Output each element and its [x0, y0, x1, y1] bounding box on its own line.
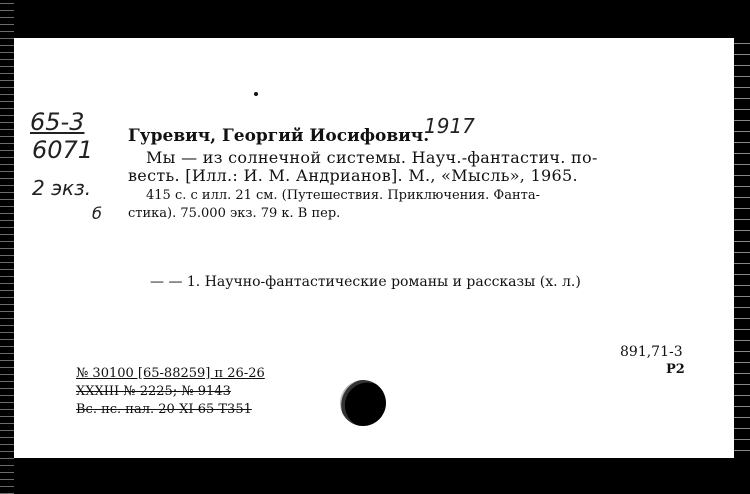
call-number-top: 65-3: [30, 108, 85, 136]
footer-line-2: XXXIII № 2225; № 9143: [76, 384, 231, 399]
author-birth-year: 1917: [424, 114, 475, 138]
footer-line-1: № 30100 [65-88259] п 26-26: [76, 366, 265, 381]
title-line-1: Мы — из солнечной системы. Науч.-фантастич. по-: [146, 148, 598, 167]
punch-dot: [254, 92, 258, 96]
scan-edge-left: [0, 0, 14, 494]
classification-mark: Р2: [666, 362, 685, 377]
copies-note: 2 экз.: [32, 176, 92, 200]
scan-edge-right: [734, 38, 750, 458]
call-number-bottom: 6071: [32, 136, 94, 164]
subject-entry: — — 1. Научно-фантастические романы и рассказы (х. л.): [150, 274, 581, 290]
footer-line-3: Вс. пс. пал. 20-XI 65 Т351: [76, 402, 252, 417]
author-heading: Гуревич, Георгий Иосифович.: [128, 126, 430, 146]
classification-code: 891,71-3: [620, 344, 683, 360]
copies-note-sub: б: [92, 204, 102, 223]
description-line-1: 415 с. с илл. 21 см. (Путешествия. Приключения. Фанта-: [146, 188, 540, 203]
title-line-2: весть. [Илл.: И. М. Андрианов]. М., «Мысль», 1965.: [128, 166, 578, 185]
description-line-2: стика). 75.000 экз. 79 к. В пер.: [128, 206, 341, 221]
library-stamp: [340, 380, 386, 426]
